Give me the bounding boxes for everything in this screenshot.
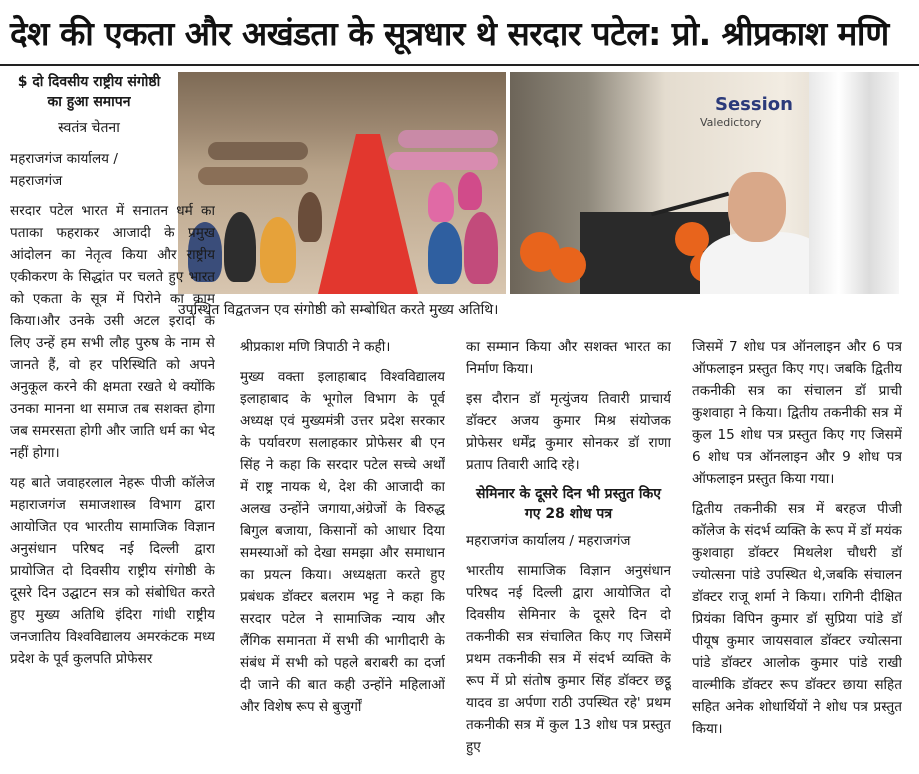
section-subheading: सेमिनार के दूसरे दिन भी प्रस्तुत किए गए 28 शोध पत्र	[476, 486, 661, 522]
col1-para-2: यह बाते जवाहरलाल नेहरू पीजी कॉलेज महाराजगंज समाजशास्त्र विभाग द्वारा आयोजित एव भारतीय सामाजिक विज्ञान अनुसंधान परिषद नई दिल्ली द्वारा प्रायोजित दो दिवसीय राष्ट्रीय संगोष्ठी के दूसरे दिन उद्घाटन सत्र को संबोधित करते हुए मुख्य अतिथि इंदिरा गांधी राष्ट्रीय जनजातिय विश्वविद्यालय अमरकंटक मध्य प्रदेश के पूर्व कुलपति प्रोफेसर	[10, 475, 215, 667]
dateline: महराजगंज कार्यालय / महराजगंज	[10, 151, 118, 189]
banner-subtext: Valedictory	[700, 116, 762, 129]
col2-para-2: मुख्य वक्ता इलाहाबाद विश्वविद्यालय इलाहाबाद के भूगोल विभाग के पूर्व अध्यक्ष एवं मुख्यमंत्री उत्तर प्रदेश सरकार के पर्यावरण सलाहकार प्रोफेसर बी एन सिंह ने कहा कि सरदार पटेल सच्चे अर्थों में राष्ट्र नायक थे, देश की आजादी का अलख उन्होंने जगाया,अंग्रेजों के विरुद्ध बिगुल बजाया, किसानों को आधार दिया समस्याओं को देखा समझा और समाधान का प्रयत्न किया। अध्यक्षता करते हुए प्रबंधक डॉक्टर बलराम भट्ट ने कहा कि सरदार पटेल ने सामाजिक न्याय और लैंगिक समानता में सभी की भागीदारी के संबंध में सभी को पहले बराबरी का दर्जा दी जाने की बात कही उन्होंने महिलाओं और विशेष रूप से बुजुर्गों	[240, 369, 445, 715]
col4-para-1: जिसमें 7 शोध पत्र ऑनलाइन और 6 पत्र ऑफलाइन प्रस्तुत किए गए। जबकि द्वितीय तकनीकी सत्र का संचालन डॉ प्राची कुशवाहा ने किया। द्वितीय तकनीकी सत्र में कुल 15 शोध पत्र प्रस्तुत किए गए जिसमें 6 शोध पत्र ऑनलाइन और 9 शोध पत्र ऑफलाइन प्रस्तुत किया गया।	[692, 339, 902, 487]
speaker-photo	[510, 72, 899, 294]
col4-para-2: द्वितीय तकनीकी सत्र में बरहज पीजी कॉलेज के संदर्भ व्यक्ति के रूप में डॉ मयंक कुशवाहा डॉक्टर मिथलेश चौधरी डॉ ज्योत्सना पांडे उपस्थित थे,जबकि संचालन डॉक्टर राजू शर्मा ने किया। रागिनी दीक्षित प्रियंका विपिन कुमार डॉ सुप्रिया पांडे डॉ पीयूष कुमार जायसवाल डॉक्टर ज्योत्सना पांडे डॉक्टर आलोक कुमार पांडे राखी वाल्मीकि डॉक्टर रूप डॉक्टर छाया सहित सहित अनेक शोधार्थियों ने शोध पत्र प्रस्तुत किया।	[692, 501, 902, 737]
audience-photo	[178, 72, 506, 294]
col3-para-2: इस दौरान डॉ मृत्युंजय तिवारी प्राचार्य डॉक्टर अजय कुमार मिश्र संयोजक प्रोफेसर धर्मेंद्र कुमार सोनकर डॉ राणा प्रताप तिवारी आदि रहे।	[466, 391, 671, 473]
kicker: $ दो दिवसीय राष्ट्रीय संगोष्ठी का हुआ समापन	[17, 74, 161, 110]
column-1	[10, 200, 215, 770]
column-4	[692, 336, 902, 770]
column-2	[240, 336, 445, 770]
col3-para-1: का सम्मान किया और सशक्त भारत का निर्माण किया।	[466, 339, 671, 377]
col3-para-3: भारतीय सामाजिक विज्ञान अनुसंधान परिषद नई दिल्ली द्वारा आयोजित दो दिवसीय सेमिनार के दूसरे दिन दो तकनीकी सत्र संचालित किए गए जिसमें प्रथम तकनीकी सत्र में संदर्भ व्यक्ति के रूप में प्रो संतोष कुमार सिंह डॉक्टर छट्ठू यादव डा अर्पणा राठी उपस्थित रहे' प्रथम तकनीकी सत्र में कुल 13 शोध पत्र प्रस्तुत हुए	[466, 563, 671, 755]
headline-rule	[0, 64, 919, 66]
byline: स्वतंत्र चेतना	[58, 120, 120, 136]
col1-para-1: सरदार पटेल भारत में सनातन धर्म का पताका फहराकर आजादी के प्रमुख आंदोलन का नेतृत्व किया और राष्ट्रीय एकीकरण के सिद्धांत पर चलते हुए भारत को एकता के सूत्र में पिरोने का काम किया।और उनके उसी अटल इरादों के लिए उन्हें हम सभी लौह पुरुष के नाम से जानते हैं, वो हर परिस्थिति को अपने अनुकूल करने की क्षमता रखते थे क्योंकि उनका मानना था समाज तब सशक्त होगा जब समरसता होगी और जाति धर्म का भेद नहीं होगा।	[10, 203, 215, 461]
headline: देश की एकता और अखंडता के सूत्रधार थे सरदार पटेल: प्रो. श्रीप्रकाश मणि	[10, 14, 889, 53]
banner-text: Session	[715, 94, 793, 115]
col3-dateline: महराजगंज कार्यालय / महराजगंज	[466, 533, 631, 549]
photo-caption: उपस्थित विद्वतजन एव संगोष्ठी को सम्बोधित करते मुख्य अतिथि।	[178, 302, 499, 318]
col2-para-1: श्रीप्रकाश मणि त्रिपाठी ने कही।	[240, 339, 391, 355]
column-3	[466, 336, 671, 770]
